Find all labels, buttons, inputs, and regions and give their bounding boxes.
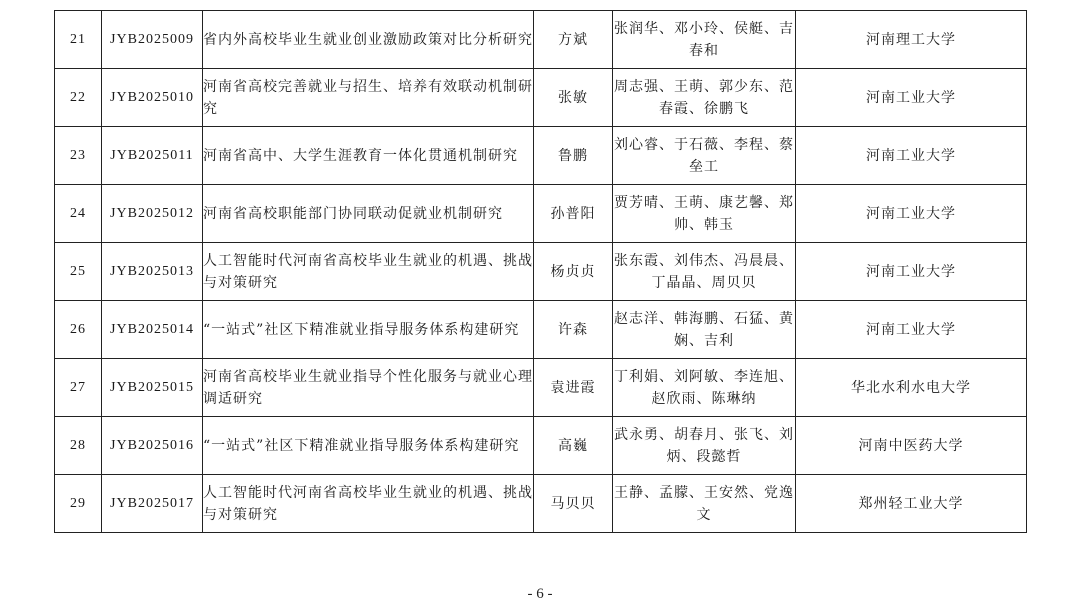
- project-leader-cell: 张敏: [534, 69, 613, 127]
- table-row: [55, 359, 1027, 417]
- project-code-cell: JYB2025009: [102, 11, 203, 69]
- project-table: [54, 10, 1027, 533]
- project-leader-cell: 杨贞贞: [534, 243, 613, 301]
- project-title-cell: 河南省高校职能部门协同联动促就业机制研究: [203, 185, 534, 243]
- table-row: [55, 417, 1027, 475]
- row-number-cell: 26: [55, 301, 102, 359]
- page-number: - 6 -: [527, 586, 553, 602]
- project-leader-cell: 鲁鹏: [534, 127, 613, 185]
- project-leader-cell: 袁进霞: [534, 359, 613, 417]
- row-number-cell: 25: [55, 243, 102, 301]
- project-code-cell: JYB2025014: [102, 301, 203, 359]
- project-leader-cell: 方斌: [534, 11, 613, 69]
- project-code-cell: JYB2025011: [102, 127, 203, 185]
- project-code-cell: JYB2025017: [102, 475, 203, 533]
- institution-cell: 河南理工大学: [796, 11, 1027, 69]
- project-members-cell: 贾芳晴、王萌、康艺馨、郑帅、韩玉: [613, 185, 796, 243]
- institution-cell: 河南工业大学: [796, 127, 1027, 185]
- row-number-cell: 22: [55, 69, 102, 127]
- project-code-cell: JYB2025015: [102, 359, 203, 417]
- table-row: [55, 185, 1027, 243]
- project-leader-cell: 许森: [534, 301, 613, 359]
- project-leader-cell: 高巍: [534, 417, 613, 475]
- row-number-cell: 23: [55, 127, 102, 185]
- project-members-cell: 武永勇、胡春月、张飞、刘炳、段懿哲: [613, 417, 796, 475]
- institution-cell: 华北水利水电大学: [796, 359, 1027, 417]
- project-code-cell: JYB2025010: [102, 69, 203, 127]
- project-code-cell: JYB2025012: [102, 185, 203, 243]
- row-number-cell: 24: [55, 185, 102, 243]
- project-members-cell: 王静、孟朦、王安然、党逸文: [613, 475, 796, 533]
- table-row: [55, 301, 1027, 359]
- project-title-cell: 河南省高校完善就业与招生、培养有效联动机制研究: [203, 69, 534, 127]
- project-title-cell: 河南省高校毕业生就业指导个性化服务与就业心理调适研究: [203, 359, 534, 417]
- project-leader-cell: 马贝贝: [534, 475, 613, 533]
- table-row: [55, 475, 1027, 533]
- table-row: [55, 243, 1027, 301]
- project-table-body: [55, 11, 1027, 533]
- project-members-cell: 张润华、邓小玲、侯艇、吉春和: [613, 11, 796, 69]
- project-title-cell: “一站式”社区下精准就业指导服务体系构建研究: [203, 301, 534, 359]
- institution-cell: 河南工业大学: [796, 69, 1027, 127]
- institution-cell: 河南工业大学: [796, 243, 1027, 301]
- project-members-cell: 赵志洋、韩海鹏、石猛、黄娴、吉利: [613, 301, 796, 359]
- table-row: [55, 11, 1027, 69]
- project-title-cell: 人工智能时代河南省高校毕业生就业的机遇、挑战与对策研究: [203, 243, 534, 301]
- project-members-cell: 张东霞、刘伟杰、冯晨晨、丁晶晶、周贝贝: [613, 243, 796, 301]
- table-row: [55, 69, 1027, 127]
- institution-cell: 河南中医药大学: [796, 417, 1027, 475]
- project-title-cell: 河南省高中、大学生涯教育一体化贯通机制研究: [203, 127, 534, 185]
- row-number-cell: 29: [55, 475, 102, 533]
- project-members-cell: 周志强、王萌、郭少东、范春霞、徐鹏飞: [613, 69, 796, 127]
- row-number-cell: 28: [55, 417, 102, 475]
- project-members-cell: 丁利娟、刘阿敏、李连旭、赵欣雨、陈琳纳: [613, 359, 796, 417]
- row-number-cell: 21: [55, 11, 102, 69]
- institution-cell: 郑州轻工业大学: [796, 475, 1027, 533]
- project-code-cell: JYB2025013: [102, 243, 203, 301]
- table-row: [55, 127, 1027, 185]
- project-leader-cell: 孙普阳: [534, 185, 613, 243]
- project-members-cell: 刘心睿、于石薇、李程、蔡垒工: [613, 127, 796, 185]
- institution-cell: 河南工业大学: [796, 185, 1027, 243]
- project-title-cell: 省内外高校毕业生就业创业激励政策对比分析研究: [203, 11, 534, 69]
- institution-cell: 河南工业大学: [796, 301, 1027, 359]
- project-code-cell: JYB2025016: [102, 417, 203, 475]
- row-number-cell: 27: [55, 359, 102, 417]
- project-title-cell: 人工智能时代河南省高校毕业生就业的机遇、挑战与对策研究: [203, 475, 534, 533]
- project-title-cell: “一站式”社区下精准就业指导服务体系构建研究: [203, 417, 534, 475]
